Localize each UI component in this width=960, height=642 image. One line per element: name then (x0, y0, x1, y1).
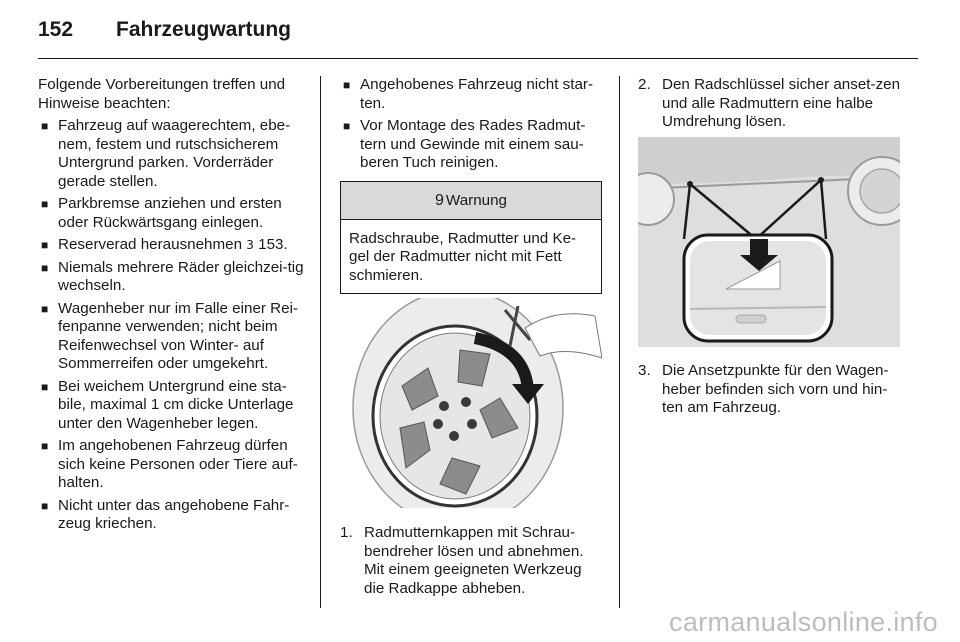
precaution-list (340, 76, 602, 173)
warning-title: Warnung (445, 191, 507, 209)
bullet-icon: ■ (343, 119, 351, 133)
page-reference-link[interactable]: 153. (258, 236, 288, 253)
list-item: ■ Bei weichem Untergrund eine sta-bile, maximal 1 cm dicke Unterlage unter den Wagenheber legen. (41, 377, 294, 432)
bullet-icon: ■ (41, 439, 49, 453)
page-title: Fahrzeugwartung (116, 18, 292, 41)
list-item: ■ Reserverad herausnehmen 3 153. (41, 236, 288, 253)
step-2 (638, 76, 904, 132)
watermark: carmanualsonline.info (669, 607, 938, 637)
header-rule (38, 58, 918, 59)
column-1 (38, 76, 304, 538)
jacking-point-illustration (638, 137, 900, 347)
bullet-icon: ■ (343, 78, 351, 92)
page-header (38, 18, 918, 50)
warning-header (341, 182, 601, 220)
step-number: 1. (340, 524, 353, 541)
bullet-icon: ■ (41, 238, 49, 252)
page-number: 152 (38, 18, 74, 41)
step-3 (638, 362, 904, 418)
intro-text: Folgende Vorbereitungen treffen und Hinweise beachten: (38, 76, 286, 112)
column-2 (340, 76, 602, 294)
list-item: 1. Radmutternkappen mit Schrau-bendreher lösen und abnehmen. Mit einem geeigneten Werkzeug die Radkappe abheben. (340, 524, 584, 597)
bullet-icon: ■ (41, 119, 49, 133)
bullet-icon: ■ (41, 197, 49, 211)
list-item: ■ Im angehobenen Fahrzeug dürfen sich keine Personen oder Tiere auf-halten. (41, 437, 298, 491)
warning-text: Radschraube, Radmutter und Ke-gel der Radmutter nicht mit Fett schmieren. (349, 229, 577, 284)
list-item: ■ Nicht unter das angehobene Fahr-zeug kriechen. (41, 496, 290, 532)
warning-box (340, 181, 602, 295)
list-item: ■ Vor Montage des Rades Radmut-tern und Gewinde mit einem sau-beren Tuch reinigen. (343, 117, 586, 171)
preparation-list (38, 117, 304, 534)
bullet-icon: ■ (41, 498, 49, 513)
list-item: ■ Fahrzeug auf waagerechtem, ebe-nem, festem und rutschsicherem Untergrund parken. Vorderräder gerade stellen. (41, 117, 291, 190)
step-number: 2. (638, 76, 651, 93)
list-item: 2. Den Radschlüssel sicher anset-zen und alle Radmuttern eine halbe Umdrehung lösen. (638, 76, 901, 130)
list-item: ■ Niemals mehrere Räder gleichzei-tig wechseln. (41, 258, 304, 294)
bullet-icon: ■ (41, 260, 49, 275)
list-item: ■ Angehobenes Fahrzeug nicht star-ten. (343, 76, 594, 112)
bullet-icon: ■ (41, 379, 49, 394)
reference-arrow-icon: 3 (246, 238, 254, 252)
bullet-icon: ■ (41, 301, 49, 316)
warning-triangle-icon: 9 (435, 191, 444, 209)
column-divider-1 (320, 76, 321, 608)
column-divider-2 (619, 76, 620, 608)
wheel-cap-illustration (340, 298, 602, 508)
step-1 (340, 524, 602, 598)
step-number: 3. (638, 362, 651, 379)
list-item: ■ Parkbremse anziehen und ersten oder Rückwärtsgang einlegen. (41, 195, 282, 231)
list-item: 3. Die Ansetzpunkte für den Wagen-heber befinden sich vorn und hin-ten am Fahrzeug. (638, 362, 889, 416)
list-item: ■ Wagenheber nur im Falle einer Rei-fenpanne verwenden; nicht beim Reifenwechsel von Winter- auf Sommerreifen oder umgekehrt. (41, 299, 299, 372)
